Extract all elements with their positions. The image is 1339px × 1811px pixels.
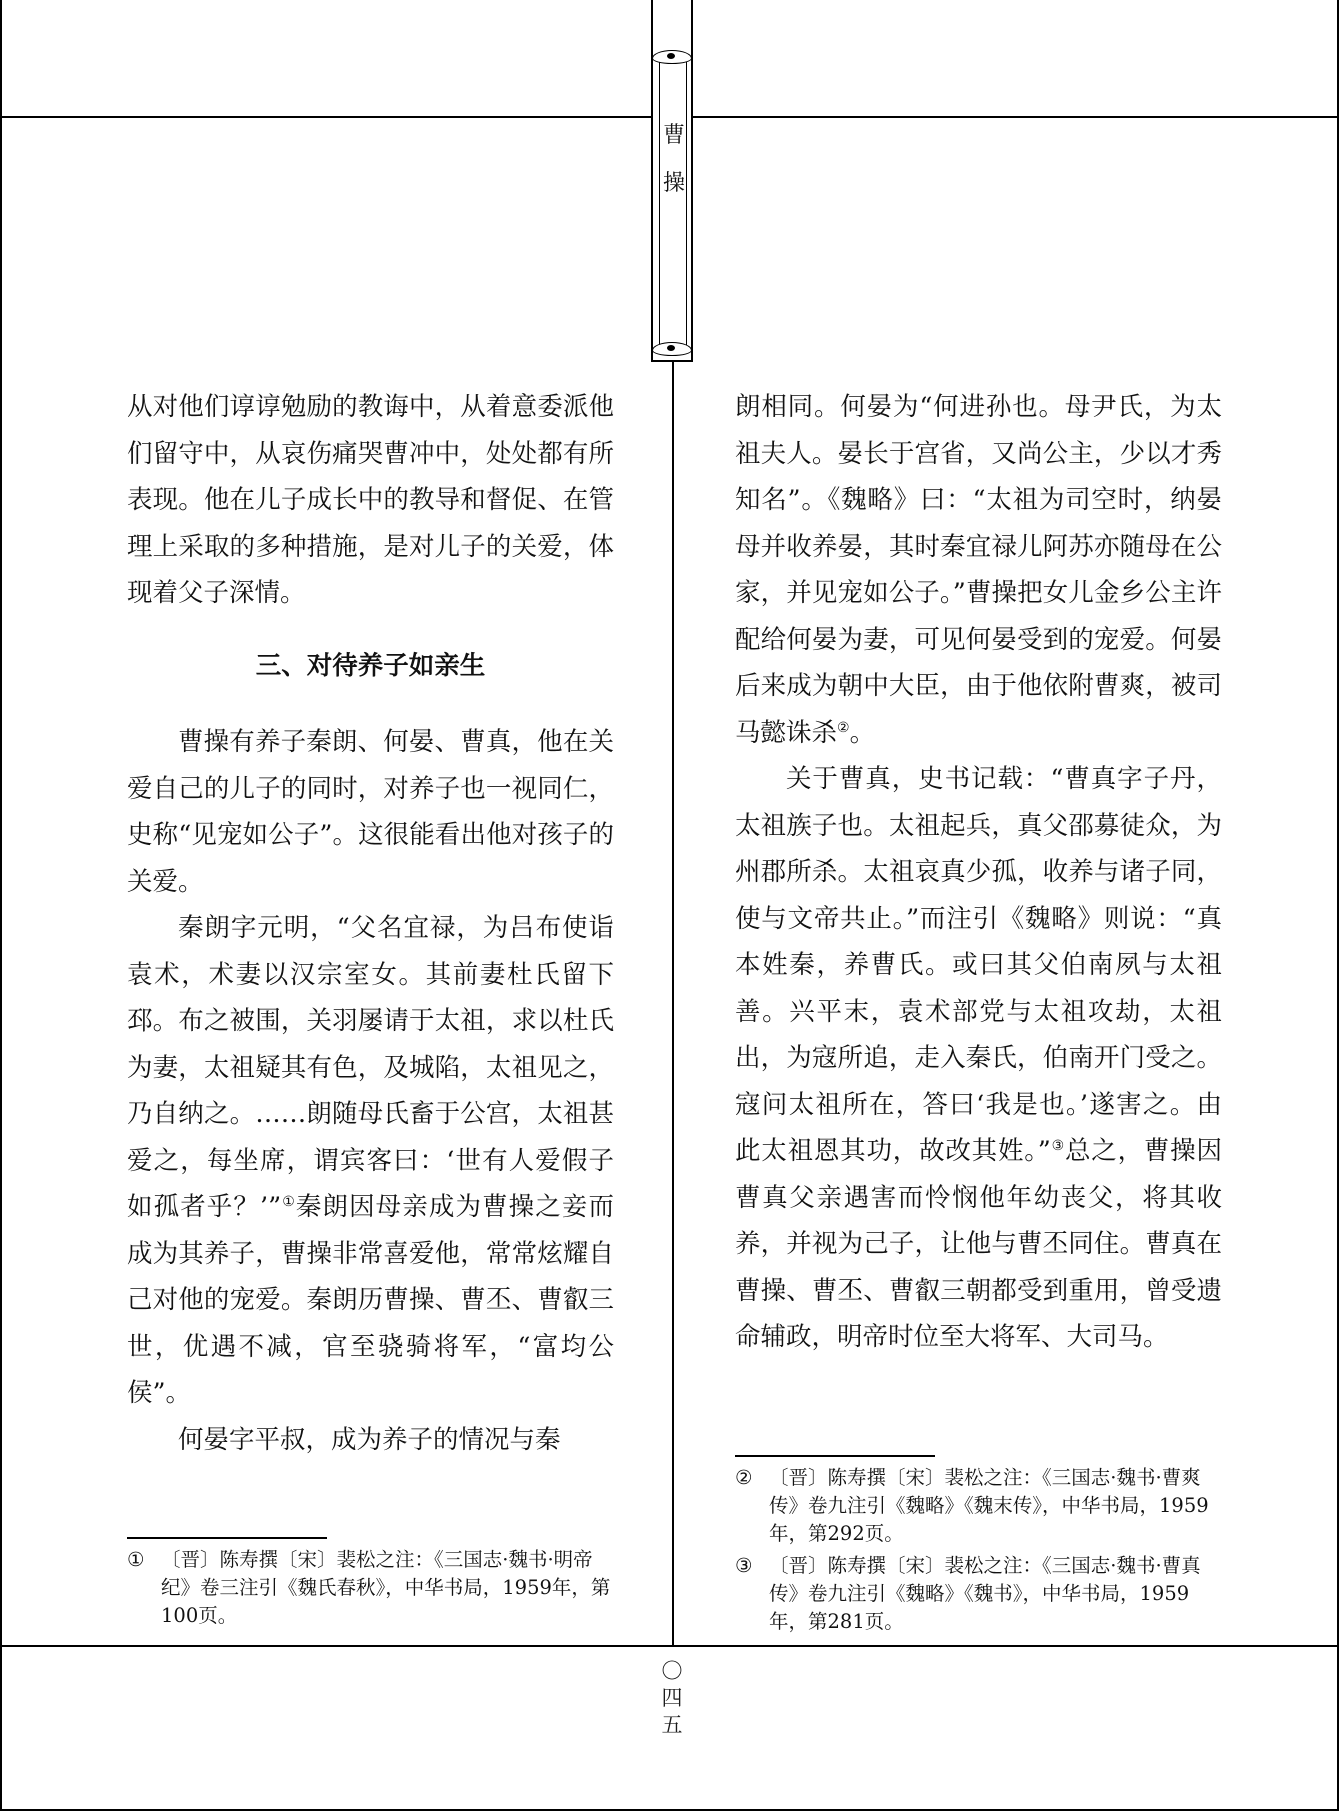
page-number-char: 〇 [661, 1659, 683, 1683]
footnote-rule-left [127, 1537, 327, 1539]
page-number [651, 1658, 693, 1739]
footer-rule [0, 1645, 1339, 1647]
footnote-ref[interactable]: ③ [1050, 1138, 1065, 1154]
left-column [127, 384, 614, 1463]
paragraph-text: 关于曹真，史书记载：“曹真字子丹，太祖族子也。太祖起兵，真父邵募徒众，为州郡所杀。太祖哀真少孤，收养与诸子同，使与文帝共止。”而注引《魏略》则说：“真本姓秦，养曹氏。或曰其父伯南夙与太祖善。兴平末，袁术部党与太祖攻劫，太祖出，为寇所追，走入秦氏，伯南开门受之。寇问太祖所在，答曰‘我是也。’遂害之。由此太祖恩其功，故改其姓。” [735, 764, 1222, 1166]
footnote-text: 〔晋〕陈寿撰〔宋〕裴松之注：《三国志·魏书·曹真传》卷九注引《魏略》《魏书》，中华书局，1959年，第281页。 [769, 1554, 1201, 1633]
paragraph [735, 756, 1222, 1361]
paragraph-text: 朗相同。何晏为“何进孙也。母尹氏，为太祖夫人。晏长于宫省，又尚公主，少以才秀知名”。《魏略》曰：“太祖为司空时，纳晏母并收养晏，其时秦宜禄儿阿苏亦随母在公家，并见宠如公子。”曹操把女儿金乡公主许配给何晏为妻，可见何晏受到的宠爱。何晏后来成为朝中大臣，由于他依附曹爽，被司马懿诛杀 [735, 392, 1222, 748]
paragraph: 从对他们谆谆勉励的教诲中，从着意委派他们留守中，从哀伤痛哭曹冲中，处处都有所表现。他在儿子成长中的教导和督促、在管理上采取的多种措施，是对儿子的关爱，体现着父子深情。 [127, 392, 614, 608]
right-column [735, 384, 1222, 1361]
paragraph: 曹操有养子秦朗、何晏、曹真，他在关爱自己的儿子的同时，对养子也一视同仁，史称“见宠如公子”。这很能看出他对孩子的关爱。 [127, 727, 614, 897]
paragraph-text: 总之，曹操因曹真父亲遇害而怜悯他年幼丧父，将其收养，并视为己子，让他与曹丕同住。曹真在曹操、曹丕、曹叡三朝都受到重用，曾受遗命辅政，明帝时位至大将军、大司马。 [735, 1136, 1222, 1352]
paragraph-text: 。 [849, 717, 876, 748]
paragraph [735, 384, 1222, 756]
paragraph: 何晏字平叔，成为养子的情况与秦 [178, 1424, 561, 1455]
section-heading: 三、对待养子如亲生 [255, 650, 486, 681]
footnote-ref[interactable]: ① [281, 1194, 296, 1210]
paragraph-text: 秦朗字元明，“父名宜禄，为吕布使诣袁术，术妻以汉宗室女。其前妻杜氏留下邳。布之被围，关羽屡请于太祖，求以杜氏为妻，太祖疑其有色，及城陷，太祖见之，乃自纳之。……朗随母氏畜于公宫，太祖甚爱之，每坐席，谓宾客曰：‘世有人爱假子如孤者乎？’” [127, 913, 614, 1222]
header-rule-right [692, 116, 1339, 118]
running-title-char: 曹 [662, 123, 685, 148]
paragraph-text: 秦朗因母亲成为曹操之妾而成为其养子，曹操非常喜爱他，常常炫耀自己对他的宠爱。秦朗历曹操、曹丕、曹叡三世，优遇不减，官至骁骑将军，“富均公侯”。 [127, 1192, 614, 1408]
footnotes-right [735, 1464, 1222, 1640]
page-number-char: 五 [661, 1713, 683, 1737]
footnote-marker: ① [127, 1548, 145, 1571]
footnote [735, 1552, 1222, 1636]
footnote-marker: ③ [735, 1554, 753, 1577]
paragraph [127, 905, 614, 1417]
footnote-marker: ② [735, 1466, 753, 1489]
running-title-tab [651, 0, 693, 362]
footnote-text: 〔晋〕陈寿撰〔宋〕裴松之注：《三国志·魏书·明帝纪》卷三注引《魏氏春秋》，中华书局，1959年，第100页。 [161, 1548, 611, 1627]
footnote [127, 1546, 614, 1630]
footnote-ref[interactable]: ② [837, 719, 850, 736]
running-title [653, 112, 695, 208]
column-divider [672, 362, 674, 1646]
running-title-char: 操 [662, 171, 685, 196]
footnote [735, 1464, 1222, 1548]
header-rule-left [0, 116, 652, 118]
page-number-char: 四 [661, 1686, 683, 1710]
footnote-text: 〔晋〕陈寿撰〔宋〕裴松之注：《三国志·魏书·曹爽传》卷九注引《魏略》《魏末传》，中华书局，1959年，第292页。 [769, 1466, 1209, 1545]
footnotes-left [127, 1546, 614, 1634]
ornament-bottom-icon [652, 342, 692, 356]
ornament-top-icon [652, 50, 692, 64]
footnote-rule-right [735, 1455, 935, 1457]
page-border-left [0, 0, 2, 1811]
